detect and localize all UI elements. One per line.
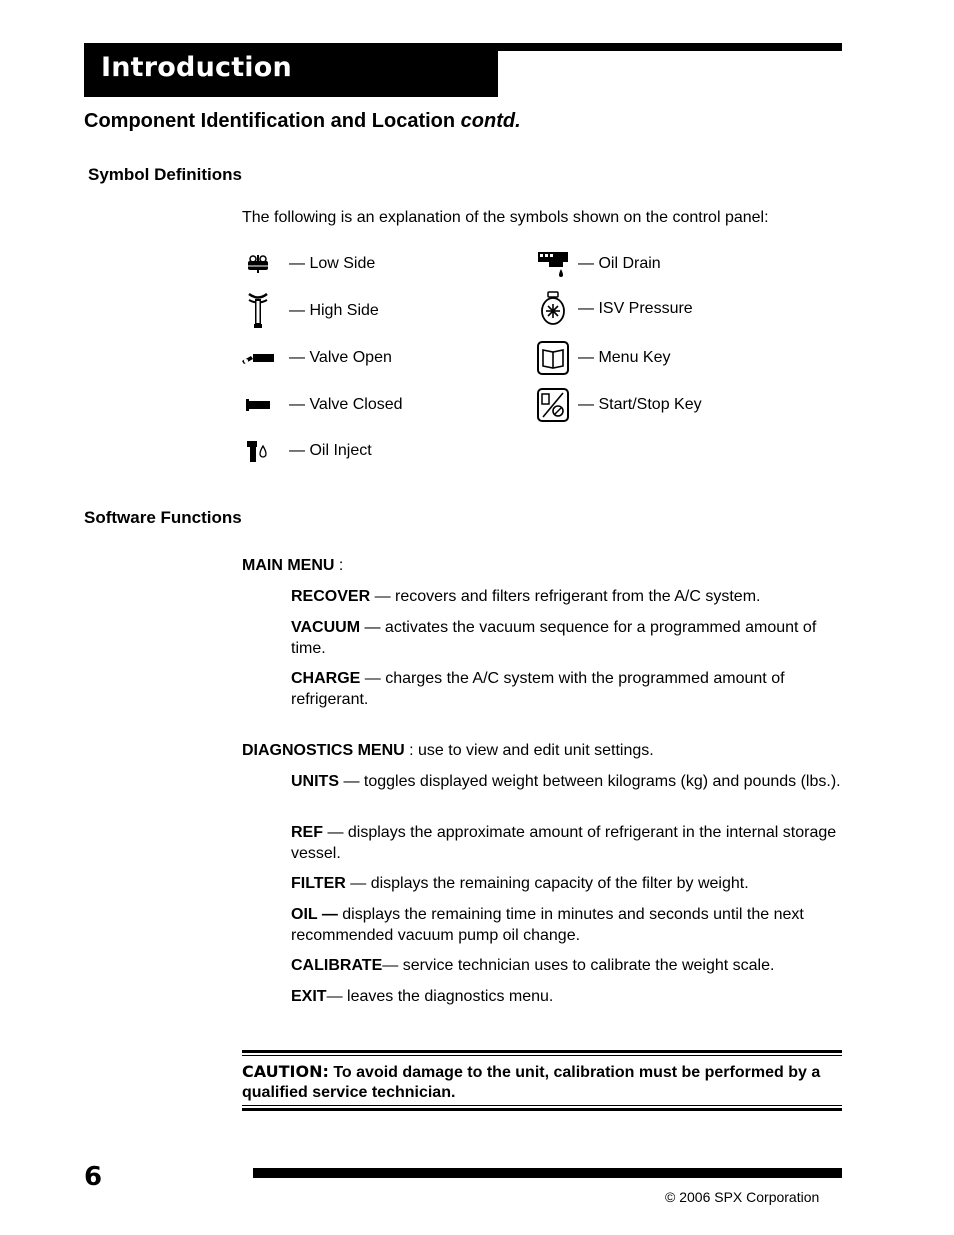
symbol-oil-inject bbox=[241, 434, 372, 468]
item-term: OIL — bbox=[291, 906, 338, 923]
valve-closed-icon bbox=[241, 388, 275, 422]
caution-rule-top bbox=[242, 1050, 842, 1053]
symbol-label: — Low Side bbox=[289, 255, 376, 272]
item-term: UNITS bbox=[291, 773, 339, 790]
symbol-label: — High Side bbox=[289, 302, 379, 319]
diagnostics-item-filter bbox=[291, 873, 846, 894]
symbol-valve-closed bbox=[241, 388, 403, 422]
isv-pressure-icon bbox=[536, 292, 570, 326]
low-side-icon bbox=[241, 247, 275, 281]
symbol-oil-drain bbox=[536, 247, 661, 281]
diagnostics-item-oil bbox=[291, 904, 846, 946]
item-text: — service technician uses to calibrate the weight scale. bbox=[382, 957, 775, 974]
main-menu-suffix: : bbox=[334, 557, 344, 574]
diagnostics-menu-line bbox=[242, 740, 654, 761]
main-menu-label: MAIN MENU bbox=[242, 557, 335, 574]
diagnostics-menu-label: DIAGNOSTICS MENU bbox=[242, 742, 405, 759]
main-menu-item-recover bbox=[291, 586, 846, 607]
item-term: RECOVER bbox=[291, 588, 371, 605]
item-text: displays the remaining time in minutes and seconds until the next recommended vacuum pump oil change. bbox=[291, 906, 804, 944]
item-term: VACUUM bbox=[291, 619, 361, 636]
caution-text: To avoid damage to the unit, calibration must be performed by a qualified service technician. bbox=[242, 1064, 821, 1101]
diagnostics-item-calibrate bbox=[291, 955, 846, 976]
item-term: REF bbox=[291, 824, 323, 841]
page-number: 6 bbox=[84, 1162, 103, 1192]
caution-rule-bottom bbox=[242, 1108, 842, 1111]
oil-drain-icon bbox=[536, 247, 570, 281]
symbol-label: — Menu Key bbox=[578, 349, 671, 366]
copyright: © 2006 SPX Corporation bbox=[665, 1189, 820, 1205]
valve-open-icon bbox=[241, 341, 275, 375]
section-title bbox=[84, 110, 521, 133]
diagnostics-menu-suffix: : use to view and edit unit settings. bbox=[404, 742, 654, 759]
main-menu-item-vacuum bbox=[291, 617, 846, 659]
caution-rule-bottom-thin bbox=[242, 1105, 842, 1106]
oil-inject-icon bbox=[241, 434, 275, 468]
symbol-high-side bbox=[241, 294, 379, 328]
caution-label: CAUTION: bbox=[242, 1062, 329, 1081]
symbol-isv-pressure bbox=[536, 292, 693, 326]
caution-rule-top-thin bbox=[242, 1055, 842, 1056]
item-term: EXIT bbox=[291, 988, 327, 1005]
item-text: — recovers and filters refrigerant from the A/C system. bbox=[370, 588, 761, 605]
item-text: — displays the approximate amount of refrigerant in the internal storage vessel. bbox=[291, 824, 837, 862]
symbol-label: — Valve Closed bbox=[289, 396, 403, 413]
caution-notice bbox=[242, 1062, 842, 1103]
start-stop-key-icon bbox=[536, 388, 570, 422]
main-menu-line bbox=[242, 555, 343, 576]
symbol-label: — Oil Drain bbox=[578, 255, 661, 272]
symbol-start-stop-key bbox=[536, 388, 702, 422]
item-text: — toggles displayed weight between kilograms (kg) and pounds (lbs.). bbox=[339, 773, 841, 790]
diagnostics-item-ref bbox=[291, 822, 846, 864]
symbol-label: — Oil Inject bbox=[289, 442, 372, 459]
diagnostics-item-exit bbox=[291, 986, 846, 1007]
symbols-intro: The following is an explanation of the symbols shown on the control panel: bbox=[242, 209, 769, 226]
software-functions-heading: Software Functions bbox=[84, 508, 242, 527]
symbol-label: — Start/Stop Key bbox=[578, 396, 702, 413]
item-text: — displays the remaining capacity of the filter by weight. bbox=[345, 875, 749, 892]
item-term: CALIBRATE bbox=[291, 957, 383, 974]
symbol-label: — ISV Pressure bbox=[578, 300, 693, 317]
item-text: — charges the A/C system with the programmed amount of refrigerant. bbox=[291, 670, 785, 708]
diagnostics-item-units bbox=[291, 771, 846, 792]
footer-rule bbox=[253, 1168, 842, 1178]
item-term: FILTER bbox=[291, 875, 346, 892]
symbol-label: — Valve Open bbox=[289, 349, 392, 366]
menu-key-icon bbox=[536, 341, 570, 375]
main-menu-item-charge bbox=[291, 668, 846, 710]
item-text: — leaves the diagnostics menu. bbox=[326, 988, 554, 1005]
item-text: — activates the vacuum sequence for a programmed amount of time. bbox=[291, 619, 817, 657]
item-term: CHARGE bbox=[291, 670, 361, 687]
page-title: Introduction bbox=[101, 52, 292, 83]
symbol-low-side bbox=[241, 247, 375, 281]
symbol-valve-open bbox=[241, 341, 392, 375]
section-title-suffix: contd. bbox=[460, 110, 521, 132]
section-title-text: Component Identification and Location bbox=[84, 110, 456, 132]
symbol-definitions-heading: Symbol Definitions bbox=[88, 165, 242, 184]
symbol-menu-key bbox=[536, 341, 670, 375]
high-side-icon bbox=[241, 294, 275, 328]
